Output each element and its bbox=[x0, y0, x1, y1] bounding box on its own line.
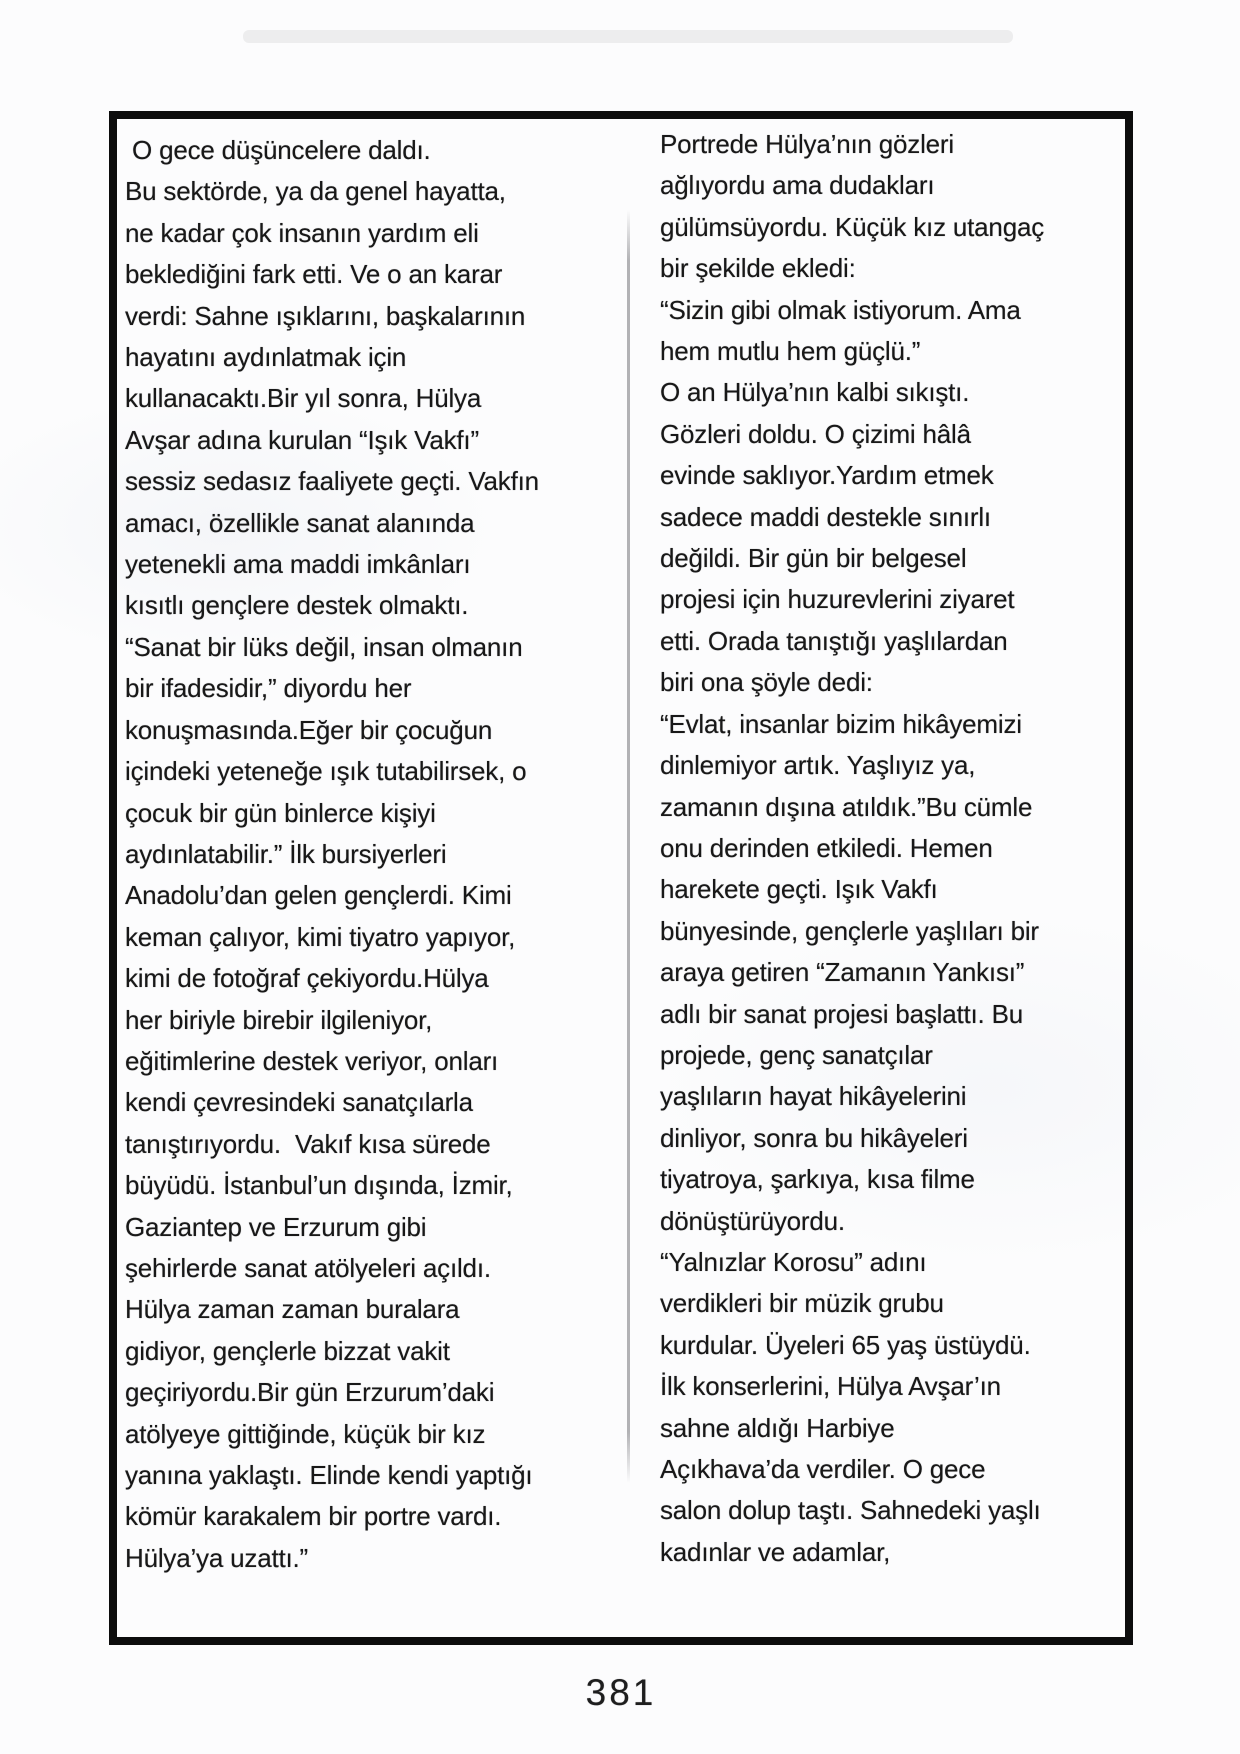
text-line: “Yalnızlar Korosu” adını bbox=[660, 1246, 927, 1277]
text-line: “Sizin gibi olmak istiyorum. Ama bbox=[660, 294, 1021, 325]
text-line: kadınlar ve adamlar, bbox=[660, 1536, 891, 1567]
text-line: ne kadar çok insanın yardım eli bbox=[125, 217, 479, 248]
text-line: O an Hülya’nın kalbi sıkıştı. bbox=[660, 377, 970, 408]
text-line: Gözleri doldu. O çizimi hâlâ bbox=[660, 418, 971, 449]
text-line: içindeki yeteneğe ışık tutabilirsek, o bbox=[125, 756, 527, 787]
text-line: hem mutlu hem güçlü.” bbox=[660, 336, 921, 367]
text-line: kısıtlı gençlere destek olmaktı. bbox=[125, 590, 469, 621]
text-line: atölyeye gittiğinde, küçük bir kız bbox=[125, 1418, 486, 1449]
text-line: gülümsüyordu. Küçük kız utangaç bbox=[660, 211, 1045, 242]
text-line: ağlıyordu ama dudakları bbox=[660, 170, 935, 201]
text-line: projede, genç sanatçılar bbox=[660, 1039, 933, 1070]
left-column bbox=[125, 130, 539, 1579]
text-line: “Evlat, insanlar bizim hikâyemizi bbox=[660, 708, 1022, 739]
text-line: dönüştürüyordu. bbox=[660, 1205, 845, 1236]
text-line: “Sanat bir lüks değil, insan olmanın bbox=[125, 631, 523, 662]
text-line: kendi çevresindeki sanatçılarla bbox=[125, 1087, 473, 1118]
text-line: yaşlıların hayat hikâyelerini bbox=[660, 1081, 967, 1112]
text-line: O gece düşüncelere daldı. bbox=[125, 135, 431, 165]
text-line: yetenekli ama maddi imkânları bbox=[125, 549, 471, 580]
text-line: harekete geçti. Işık Vakfı bbox=[660, 874, 938, 905]
scan-artifact bbox=[243, 30, 1013, 43]
text-line: dinlemiyor artık. Yaşlıyız ya, bbox=[660, 750, 976, 781]
text-line: aydınlatabilir.” İlk bursiyerleri bbox=[125, 838, 447, 869]
text-line: bir şekilde ekledi: bbox=[660, 253, 856, 284]
text-line: Gaziantep ve Erzurum gibi bbox=[125, 1211, 427, 1242]
text-line: değildi. Bir gün bir belgesel bbox=[660, 543, 967, 574]
text-line: yanına yaklaştı. Elinde kendi yaptığı bbox=[125, 1460, 533, 1490]
text-line: gidiyor, gençlerle bizzat vakit bbox=[125, 1335, 450, 1366]
text-line: Avşar adına kurulan “Işık Vakfı” bbox=[125, 424, 479, 455]
text-line: adlı bir sanat projesi başlattı. Bu bbox=[660, 998, 1023, 1029]
text-line: araya getiren “Zamanın Yankısı” bbox=[660, 957, 1025, 988]
text-line: Anadolu’dan gelen gençlerdi. Kimi bbox=[125, 880, 512, 911]
text-line: geçiriyordu.Bir gün Erzurum’daki bbox=[125, 1377, 495, 1408]
text-line: bünyesinde, gençlerle yaşlıları bir bbox=[660, 915, 1039, 946]
page-number: 381 bbox=[585, 1672, 657, 1713]
text-line: tanıştırıyordu. Vakıf kısa sürede bbox=[125, 1128, 491, 1159]
text-line: kömür karakalem bir portre vardı. bbox=[125, 1501, 502, 1532]
text-line: Açıkhava’da verdiler. O gece bbox=[660, 1454, 986, 1484]
text-line: kimi de fotoğraf çekiyordu.Hülya bbox=[125, 963, 489, 994]
text-line: bir ifadesidir,” diyordu her bbox=[125, 673, 412, 704]
text-line: eğitimlerine destek veriyor, onları bbox=[125, 1045, 499, 1076]
page-frame bbox=[109, 111, 1133, 1645]
text-line: salon dolup taştı. Sahnedeki yaşlı bbox=[660, 1495, 1041, 1526]
text-line: tiyatroya, şarkıya, kısa filme bbox=[660, 1164, 975, 1195]
text-line: Hülya zaman zaman buralara bbox=[125, 1294, 460, 1325]
text-line: beklediğini fark etti. Ve o an karar bbox=[125, 259, 503, 290]
text-line: sadece maddi destekle sınırlı bbox=[660, 501, 991, 532]
right-column bbox=[660, 124, 1044, 1573]
text-line: büyüdü. İstanbul’un dışında, İzmir, bbox=[125, 1170, 513, 1201]
text-line: Portrede Hülya’nın gözleri bbox=[660, 129, 954, 159]
text-line: Hülya’ya uzattı.” bbox=[125, 1542, 309, 1573]
column-separator bbox=[627, 210, 630, 1483]
text-line: hayatını aydınlatmak için bbox=[125, 342, 407, 373]
text-line: Bu sektörde, ya da genel hayatta, bbox=[125, 176, 506, 207]
text-line: onu derinden etkiledi. Hemen bbox=[660, 832, 993, 863]
text-line: İlk konserlerini, Hülya Avşar’ın bbox=[660, 1371, 1001, 1402]
text-line: her biriyle birebir ilgileniyor, bbox=[125, 1004, 433, 1035]
text-line: şehirlerde sanat atölyeleri açıldı. bbox=[125, 1252, 491, 1283]
text-line: konuşmasında.Eğer bir çocuğun bbox=[125, 714, 493, 745]
text-line: evinde saklıyor.Yardım etmek bbox=[660, 460, 994, 491]
text-line: kurdular. Üyeleri 65 yaş üstüydü. bbox=[660, 1329, 1031, 1360]
text-line: biri ona şöyle dedi: bbox=[660, 667, 873, 698]
text-line: verdikleri bir müzik grubu bbox=[660, 1288, 944, 1319]
text-line: projesi için huzurevlerini ziyaret bbox=[660, 584, 1015, 615]
text-line: dinliyor, sonra bu hikâyeleri bbox=[660, 1122, 968, 1153]
text-line: keman çalıyor, kimi tiyatro yapıyor, bbox=[125, 921, 516, 952]
text-line: etti. Orada tanıştığı yaşlılardan bbox=[660, 625, 1008, 656]
text-line: sessiz sedasız faaliyete geçti. Vakfın bbox=[125, 466, 539, 497]
text-line: çocuk bir gün binlerce kişiyi bbox=[125, 797, 436, 828]
text-line: kullanacaktı.Bir yıl sonra, Hülya bbox=[125, 383, 482, 414]
text-line: zamanın dışına atıldık.”Bu cümle bbox=[660, 791, 1033, 822]
text-line: amacı, özellikle sanat alanında bbox=[125, 507, 475, 538]
text-line: sahne aldığı Harbiye bbox=[660, 1412, 895, 1443]
text-line: verdi: Sahne ışıklarını, başkalarının bbox=[125, 300, 526, 331]
